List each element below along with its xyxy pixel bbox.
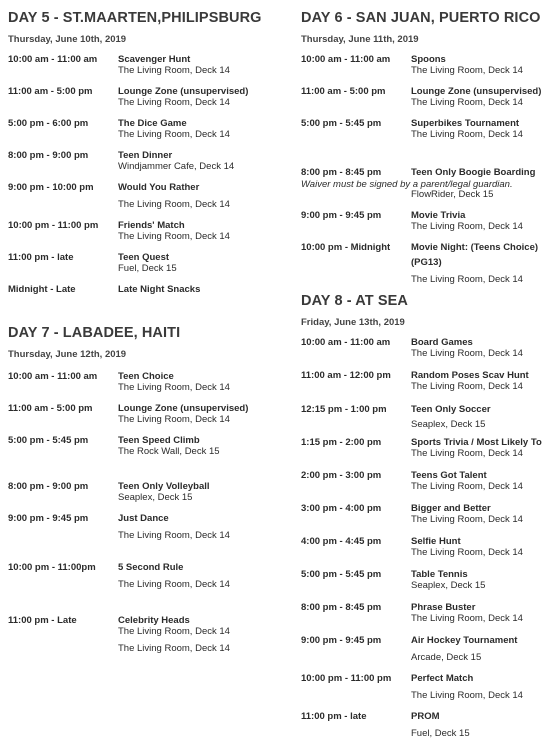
event-time: 9:00 pm - 9:45 pm (301, 210, 382, 221)
day-8-section (301, 293, 545, 739)
event-name: Teen Choice (118, 371, 174, 382)
event-name: Friends' Match (118, 220, 185, 231)
event-name: Teen Speed Climb (118, 435, 200, 446)
event-time: 5:00 pm - 5:45 pm (301, 118, 382, 129)
day-title: DAY 6 - SAN JUAN, PUERTO RICO (301, 10, 541, 26)
event-location: The Living Room, Deck 14 (411, 448, 523, 459)
event-time: 11:00 am - 5:00 pm (8, 403, 93, 414)
event-location: The Living Room, Deck 14 (411, 381, 523, 392)
event-name: PROM (411, 711, 440, 722)
event-location: The Living Room, Deck 14 (411, 65, 523, 76)
event-location: Seaplex, Deck 15 (411, 580, 486, 591)
day-date: Thursday, June 10th, 2019 (8, 34, 127, 45)
event-location: Arcade, Deck 15 (411, 652, 482, 663)
event-location: The Living Room, Deck 14 (411, 514, 523, 525)
event-time: 10:00 am - 11:00 am (301, 337, 391, 348)
event-time: 9:00 pm - 10:00 pm (8, 182, 94, 193)
event-location: Seaplex, Deck 15 (411, 419, 486, 430)
event-name: The Dice Game (118, 118, 187, 129)
event-time: 8:00 pm - 9:00 pm (8, 481, 89, 492)
event-name: Teen Only Volleyball (118, 481, 210, 492)
event-time: 9:00 pm - 9:45 pm (301, 635, 382, 646)
event-location: Seaplex, Deck 15 (118, 492, 193, 503)
event-time: 10:00 pm - Midnight (301, 242, 391, 253)
event-time: 4:00 pm - 4:45 pm (301, 536, 382, 547)
event-location: The Rock Wall, Deck 15 (118, 446, 220, 457)
event-time: 5:00 pm - 5:45 pm (301, 569, 382, 580)
event-name: Lounge Zone (unsupervised) (118, 403, 249, 414)
event-time: 2:00 pm - 3:00 pm (301, 470, 382, 481)
event-name: Teens Got Talent (411, 470, 487, 481)
event-location: The Living Room, Deck 14 (118, 97, 230, 108)
event-time: 10:00 pm - 11:00pm (8, 562, 96, 573)
event-name: Bigger and Better (411, 503, 491, 514)
event-location: The Living Room, Deck 14 (118, 414, 230, 425)
day-7-section (8, 325, 292, 654)
event-name: Air Hockey Tournament (411, 635, 518, 646)
event-location: The Living Room, Deck 14 (118, 199, 230, 210)
event-time: 12:15 pm - 1:00 pm (301, 404, 387, 415)
event-location: The Living Room, Deck 14 (118, 579, 230, 590)
event-name-rating: (PG13) (411, 257, 442, 268)
event-name: Teen Dinner (118, 150, 173, 161)
event-location: FlowRider, Deck 15 (411, 189, 494, 200)
event-name: Movie Night: (Teens Choice) (411, 242, 539, 253)
event-name: Celebrity Heads (118, 615, 190, 626)
day-title: DAY 5 - ST.MAARTEN,PHILIPSBURG (8, 10, 262, 26)
event-name: Selfie Hunt (411, 536, 461, 547)
event-name: Spoons (411, 54, 446, 65)
event-name: Teen Only Boogie Boarding (411, 167, 536, 178)
day-title: DAY 7 - LABADEE, HAITI (8, 325, 181, 341)
event-time: 11:00 am - 5:00 pm (301, 86, 386, 97)
event-location: The Living Room, Deck 14 (411, 274, 523, 285)
event-location: The Living Room, Deck 14 (411, 221, 523, 232)
event-location: Fuel, Deck 15 (411, 728, 470, 739)
event-location: Windjammer Cafe, Deck 14 (118, 161, 235, 172)
event-name: 5 Second Rule (118, 562, 184, 573)
event-time: 3:00 pm - 4:00 pm (301, 503, 382, 514)
event-location: The Living Room, Deck 14 (411, 129, 523, 140)
event-time: 11:00 am - 12:00 pm (301, 370, 391, 381)
event-location: The Living Room, Deck 14 (118, 530, 230, 541)
day-5-section (8, 10, 292, 295)
event-time: 8:00 pm - 9:00 pm (8, 150, 89, 161)
event-location: The Living Room, Deck 14 (411, 690, 523, 701)
event-name: Lounge Zone (unsupervised) (411, 86, 542, 97)
event-location: The Living Room, Deck 14 (411, 97, 523, 108)
event-location: The Living Room, Deck 14 (118, 643, 230, 654)
event-name: Board Games (411, 337, 473, 348)
event-location: The Living Room, Deck 14 (411, 481, 523, 492)
event-time: 11:00 pm - late (301, 711, 367, 722)
event-time: 5:00 pm - 5:45 pm (8, 435, 89, 446)
event-name: Superbikes Tournament (411, 118, 520, 129)
event-location: The Living Room, Deck 14 (118, 231, 230, 242)
event-time: 10:00 pm - 11:00 pm (301, 673, 392, 684)
event-name: Lounge Zone (unsupervised) (118, 86, 249, 97)
event-location: The Living Room, Deck 14 (411, 613, 523, 624)
event-name: Table Tennis (411, 569, 468, 580)
event-name: Scavenger Hunt (118, 54, 191, 65)
waiver-note: Waiver must be signed by a parent/legal guardian. (301, 179, 513, 190)
event-time: 10:00 am - 11:00 am (8, 371, 98, 382)
event-name: Random Poses Scav Hunt (411, 370, 529, 381)
event-location: The Living Room, Deck 14 (118, 382, 230, 393)
event-time: 11:00 am - 5:00 pm (8, 86, 93, 97)
event-location: The Living Room, Deck 14 (118, 129, 230, 140)
event-location: The Living Room, Deck 14 (411, 547, 523, 558)
event-time: 1:15 pm - 2:00 pm (301, 437, 382, 448)
event-name: Just Dance (118, 513, 169, 524)
event-time: 11:00 pm - Late (8, 615, 77, 626)
event-time: 5:00 pm - 6:00 pm (8, 118, 89, 129)
event-name: Would You Rather (118, 182, 200, 193)
event-name: Movie Trivia (411, 210, 466, 221)
event-name: Teen Only Soccer (411, 404, 491, 415)
event-name: Teen Quest (118, 252, 170, 263)
event-name: Sports Trivia / Most Likely To (411, 437, 542, 448)
event-name: Late Night Snacks (118, 284, 201, 295)
event-time: 10:00 am - 11:00 am (8, 54, 98, 65)
event-time: 10:00 am - 11:00 am (301, 54, 391, 65)
event-location: Fuel, Deck 15 (118, 263, 177, 274)
event-time: 9:00 pm - 9:45 pm (8, 513, 89, 524)
day-date: Thursday, June 12th, 2019 (8, 349, 127, 360)
day-date: Thursday, June 11th, 2019 (301, 34, 419, 45)
event-name: Phrase Buster (411, 602, 476, 613)
event-time: 11:00 pm - late (8, 252, 74, 263)
event-name: Perfect Match (411, 673, 474, 684)
event-location: The Living Room, Deck 14 (118, 626, 230, 637)
day-6-section (301, 10, 545, 285)
event-time: 10:00 pm - 11:00 pm (8, 220, 99, 231)
event-time: 8:00 pm - 8:45 pm (301, 602, 382, 613)
event-time: 8:00 pm - 8:45 pm (301, 167, 382, 178)
event-location: The Living Room, Deck 14 (411, 348, 523, 359)
event-time: Midnight - Late (8, 284, 76, 295)
event-location: The Living Room, Deck 14 (118, 65, 230, 76)
day-title: DAY 8 - AT SEA (301, 293, 408, 309)
day-date: Friday, June 13th, 2019 (301, 317, 405, 328)
